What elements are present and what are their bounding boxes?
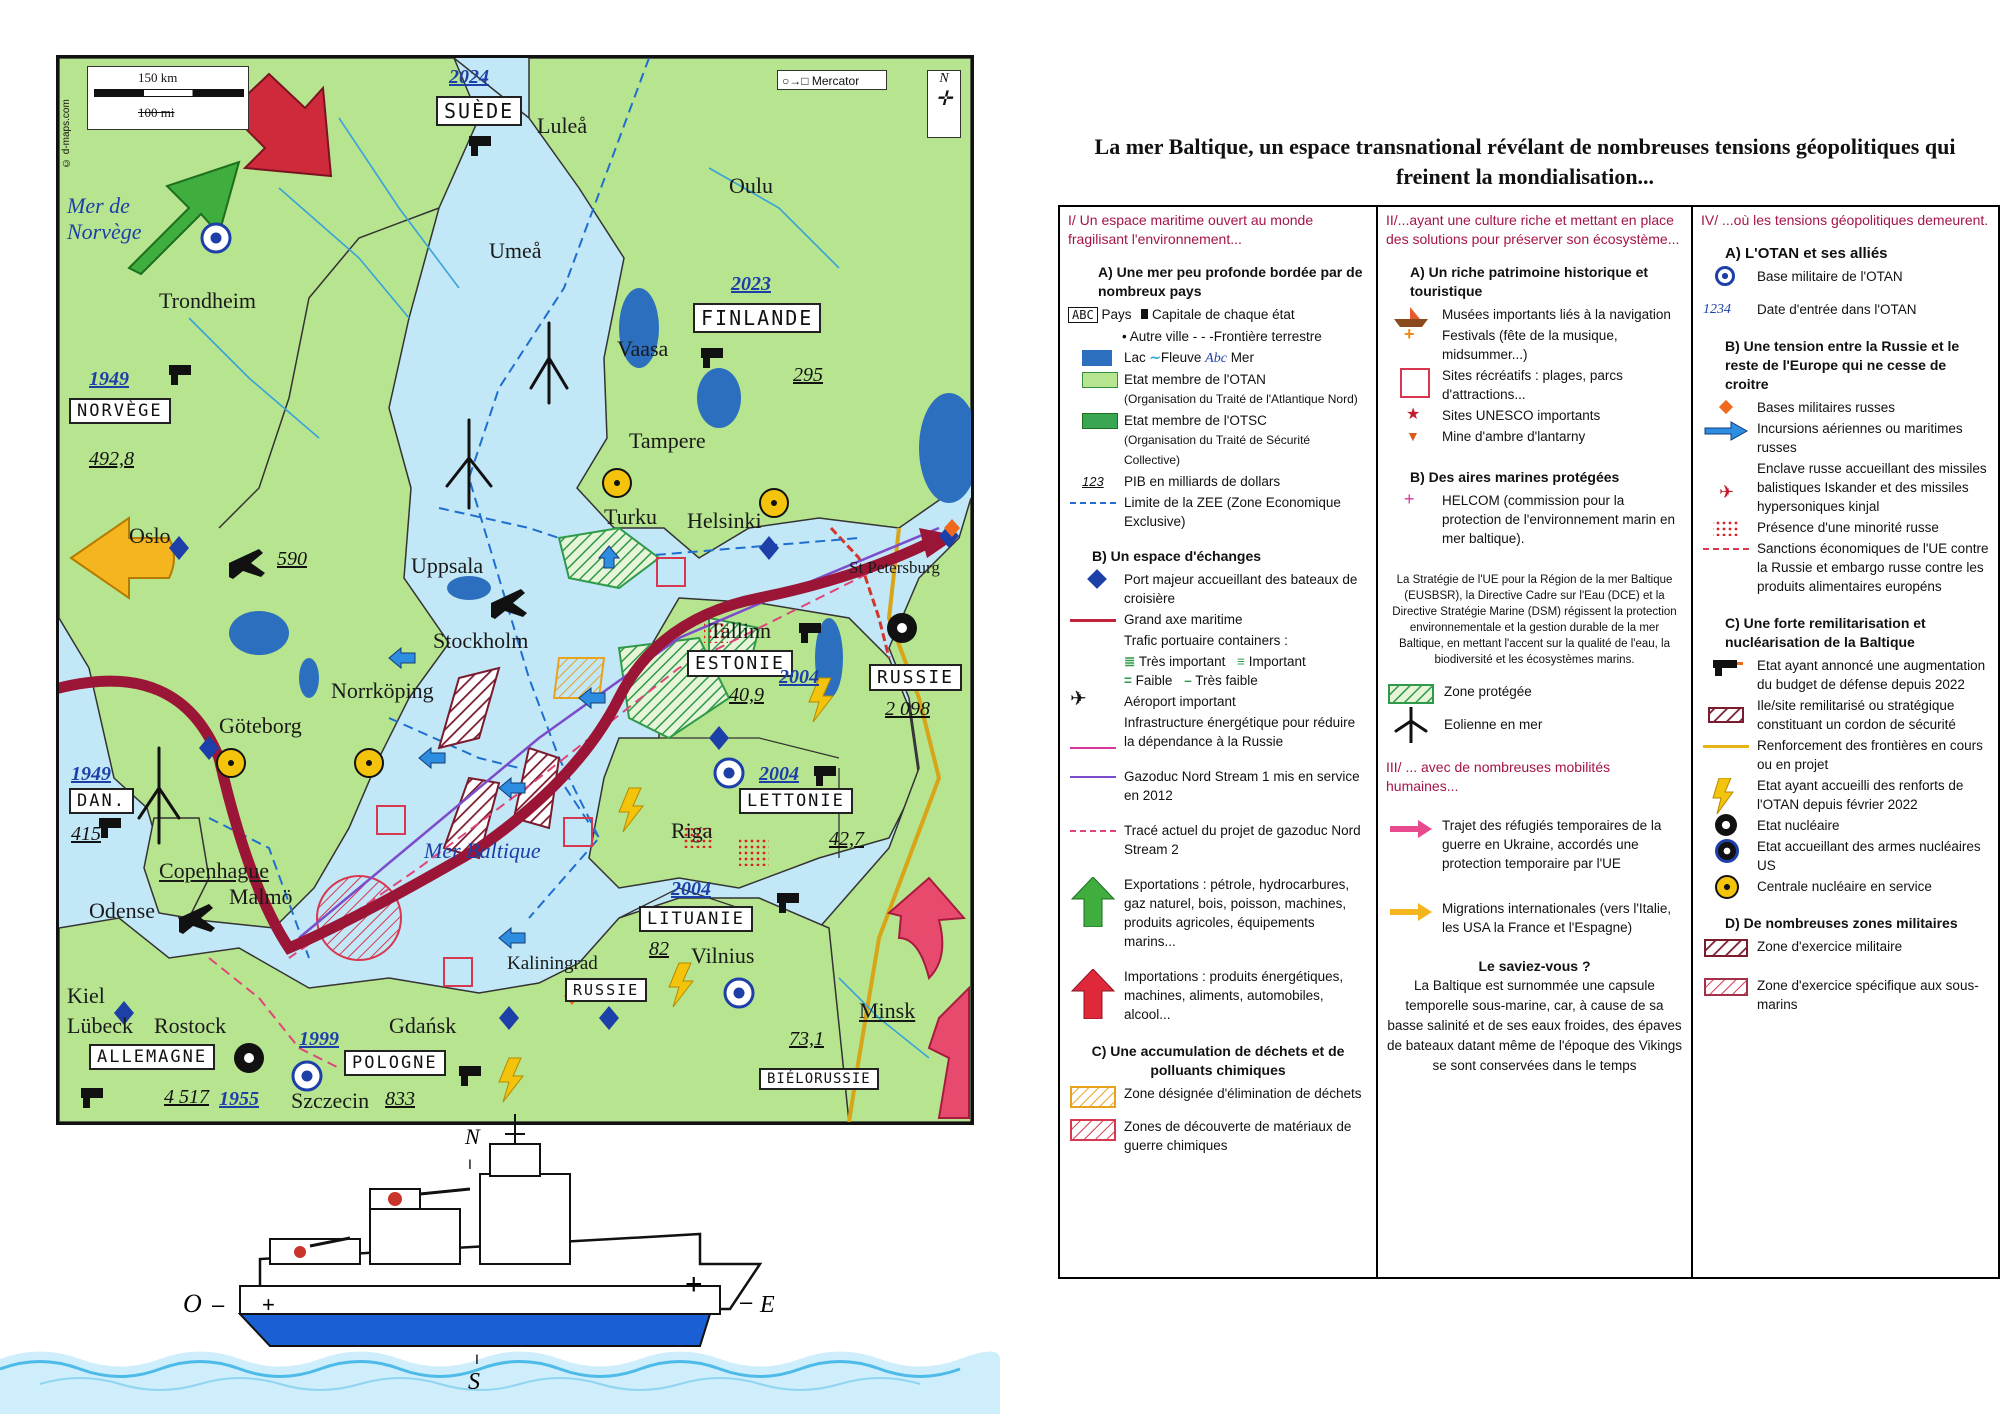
fact-text: La Baltique est surnommée une capsule temporelle sous-marine, car, à cause de sa basse salinité et de ses eaux froides, des épaves de bateaux datant même de l'époque des Vikings se sont conservées dans le temps	[1386, 978, 1683, 1073]
country-russie: RUSSIE	[869, 664, 962, 691]
legend-col-3: IV/ ...où les tensions géopolitiques demeurent. A) L'OTAN et ses alliés Base militaire de l'OTAN 1234 Date d'entrée dans l'OTAN B) Une tension entre la Russie et le reste de l'Europe qui ne cesse de croitre Bases militaires russes Incursions aériennes ou maritimes russes ✈ Enclave russe accueillant des missiles balistiques Iskander et des missiles hypersoniques kinjal Présence d'une minorité russe Sanctions économiques de l'UE contre la Russie et embargo russe contre les produits alimentaires européns C) Une forte remilitarisation et nucléarisation de la Baltique Etat ayant annoncé une augmentation du budget de défense depuis 2022 Ile/site remilitarisé ou stratégique constituant un cordon de sécurité Renforcement des frontières en cours ou en projet Etat ayant accueilli des renforts de l'OTAN depuis février 2022 Etat nucléaire Etat accueillant des armes nucléaires US Centrale nucléaire en service D) De nombreuses zones militaires Zone d'exercice militaire Zone d'exercice spécifique aux sous-marins	[1701, 212, 1989, 1012]
legend-refugies: Trajet des réfugiés temporaires de la guerre en Ukraine, accordés une protection temporaire par l'UE	[1386, 816, 1683, 873]
country-dan: DAN.	[69, 788, 134, 814]
country-norvege: NORVÈGE	[69, 398, 171, 424]
city-copenhague: Copenhague	[159, 858, 269, 883]
legend-sousmarins: Zone d'exercice spécifique aux sous-marins	[1701, 976, 1990, 1014]
gdp-dan: 415	[71, 823, 101, 845]
gdp-russie: 2 098	[885, 698, 930, 720]
legend-zone-protegee: Zone protégée	[1386, 682, 1683, 701]
year-lettonie: 2004	[759, 763, 799, 785]
city-turku: Turku	[604, 504, 657, 529]
legend-armes-us: Etat accueillant des armes nucléaires US	[1701, 837, 1990, 875]
legend-export: Exportations : pétrole, hydrocarbures, gaz naturel, bois, poisson, machines, produits agricoles, équipements marins...	[1068, 875, 1368, 951]
gdp-lettonie: 42,7	[829, 828, 864, 850]
legend-musees: Musées importants liés à la navigation	[1386, 305, 1683, 324]
page-title: La mer Baltique, un espace transnational révélant de nombreuses tensions géopolitiques qui freinent la mondialisation...	[1094, 134, 1956, 189]
legend-zee: Limite de la ZEE (Zone Economique Exclusive)	[1068, 493, 1368, 531]
legend-minorite: Présence d'une minorité russe	[1701, 518, 1990, 537]
legend-ville: • Autre ville - - -Frontière terrestre	[1122, 329, 1322, 344]
legend-ambre: ▼ Mine d'ambre d'lantarny	[1406, 428, 1586, 444]
city-vilnius: Vilnius	[691, 943, 755, 968]
legend-exercice: Zone d'exercice militaire	[1701, 937, 1990, 956]
svg-text:I: I	[468, 1156, 472, 1172]
legend-date-otan: 1234 Date d'entrée dans l'OTAN	[1703, 302, 1917, 317]
country-lettonie: LETTONIE	[739, 788, 853, 814]
legend-eolienne: Eolienne en mer	[1386, 715, 1683, 734]
legend-heading-4: IV/ ...où les tensions géopolitiques demeurent.	[1701, 212, 1989, 228]
legend-port: Port majeur accueillant des bateaux de croisière	[1068, 570, 1368, 608]
legend-enclave: ✈ Enclave russe accueillant des missiles balistiques Iskander et des missiles hypersoniques kinjal	[1719, 461, 1987, 514]
legend-unesco: ★ Sites UNESCO importants	[1406, 406, 1601, 423]
legend-migrations: Migrations internationales (vers l'Italie, les USA la France et l'Espagne)	[1386, 899, 1683, 937]
legend-eaux: Lac ∼Fleuve Abc Mer	[1068, 348, 1368, 368]
year-estonie: 2004	[779, 666, 819, 688]
gdp-pologne: 833	[385, 1088, 415, 1110]
country-russie-kaliningrad: RUSSIE	[565, 978, 647, 1002]
country-pologne: POLOGNE	[344, 1050, 446, 1076]
city-uppsala: Uppsala	[411, 553, 484, 578]
gdp-norvege: 492,8	[89, 448, 134, 470]
gdp-allemagne: 4 517	[164, 1086, 209, 1108]
legend-festivals: + Festivals (fête de la musique, midsummer...)	[1404, 324, 1618, 362]
year-allemagne: 1955	[219, 1088, 259, 1110]
scale-bar	[87, 66, 249, 130]
city-lulea: Luleå	[537, 113, 588, 138]
legend	[1058, 205, 2000, 1279]
legend-ns1: Gazoduc Nord Stream 1 mis en service en 2012	[1068, 767, 1368, 805]
legend-base-otan: Base militaire de l'OTAN	[1701, 267, 1990, 286]
country-estonie: ESTONIE	[687, 650, 793, 677]
city-oulu: Oulu	[729, 173, 773, 198]
country-suede: SUÈDE	[436, 96, 522, 126]
city-helsinki: Helsinki	[687, 508, 762, 533]
city-tampere: Tampere	[629, 428, 706, 453]
city-rostock: Rostock	[154, 1013, 227, 1038]
fact-title: Le saviez-vous ?	[1478, 958, 1591, 974]
ship-n: N	[465, 1124, 480, 1149]
scale-km: 150 km	[138, 70, 178, 85]
legend-bases-russes: Bases militaires russes	[1701, 398, 1990, 417]
legend-pays: ABC Pays Capitale de chaque état	[1068, 305, 1368, 325]
city-lubeck: Lübeck	[67, 1013, 133, 1038]
city-oslo: Oslo	[129, 523, 171, 548]
country-bielorussie: BIÉLORUSSIE	[759, 1068, 879, 1090]
gdp-finlande: 295	[793, 364, 823, 386]
legend-sanctions: Sanctions économiques de l'UE contre la Russie et embargo russe contre les produits alimentaires européns	[1701, 539, 1990, 596]
year-suede: 2024	[449, 66, 489, 88]
country-lituanie: LITUANIE	[639, 906, 753, 932]
legend-budget: Etat ayant annoncé une augmentation du budget de défense depuis 2022	[1701, 656, 1990, 694]
svg-text:+: +	[685, 1268, 703, 1301]
sea-norvege: Mer de Norvège	[67, 193, 142, 244]
gdp-estonie: 40,9	[729, 684, 764, 706]
north-arrow: N ✛	[927, 70, 961, 138]
svg-text:+: +	[262, 1292, 275, 1317]
year-pologne: 1999	[299, 1028, 339, 1050]
city-szczecin: Szczecin	[291, 1088, 370, 1113]
lake-vattern	[299, 658, 319, 698]
legend-centrale: Centrale nucléaire en service	[1701, 877, 1990, 896]
city-malmo: Malmö	[229, 884, 293, 909]
city-stockholm: Stockholm	[433, 628, 529, 653]
legend-pib: 123 PIB en milliards de dollars	[1082, 474, 1281, 489]
legend-incursions: Incursions aériennes ou maritimes russes	[1701, 419, 1990, 457]
legend-helcom: + HELCOM (commission pour la protection de l'environnement marin en mer baltique).	[1404, 489, 1675, 546]
ship-o: O	[183, 1289, 202, 1318]
legend-col-2: II/...ayant une culture riche et mettant en place des solutions pour préserver son écosystème... A) Un riche patrimoine historique et touristique Musées importants liés à la navigation + Festivals (fête de la musique, midsummer...) Sites récréatifs : plages, parcs d'attractions... ★ Sites UNESCO importants ▼ Mine d'ambre d'lantarny B) Des aires marines protégées + HELCOM (commission pour la protection de l'environnement marin en mer baltique). La Stratégie de l'UE pour la Région de la mer Baltique (EUSBSR), la Directive Cadre sur l'Eau (DCE) et la Directive Stratégie Marine (DSM) régissent la protection environnementale et la gestion durable de la mer Baltique, en mettant l'accent sur la qualité de l'eau, la biodiversité et les écosystèmes marins. Zone protégée Eolienne en mer III/ ... avec de nombreuses mobilités humaines... Trajet des réfugiés temporaires de la guerre en Ukraine, accordés une protection temporaire par l'UE Migrations internationales (vers l'Italie, les USA la France et l'Espagne) Le saviez-vous ? La Baltique est surnommée une capsule temporelle sous-marine, car, à cause de sa basse salinité et de ses eaux froides, des épaves de bateaux datant même de l'époque des Vikings se sont conservées dans le temps	[1378, 207, 1691, 1277]
city-goteborg: Göteborg	[219, 713, 302, 738]
legend-col-1: I/ Un espace maritime ouvert au monde fragilisant l'environnement... A) Une mer peu profonde bordée par de nombreux pays ABC Pays Capitale de chaque état • Autre ville - - -Frontière terrestre Lac ∼Fleuve Abc Mer Etat membre de l'OTAN (Organisation du Traité de l'Atlantique Nord) Etat membre de l'OTSC (Organisation du Traité de Sécurité Collective) 123 PIB en milliards de dollars Limite de la ZEE (Zone Economique Exclusive) B) Un espace d'échanges Port majeur accueillant des bateaux de croisière Grand axe maritime Trafic portuaire containers : ≣ Très important ≡ Important = Faible – Très faible ✈ Aéroport important Infrastructure énergétique pour réduire la dépendance à la Russie Gazoduc Nord Stream 1 mis en service en 2012 Tracé actuel du projet de gazoduc Nord Stream 2 Exportations : pétrole, hydrocarbures, gaz naturel, bois, poisson, machines, produits agricoles, équipements marins... Importations : produits énergétiques, machines, aliments, automobiles, alcool... C) Une accumulation de déchets et de polluants chimiques Zone désignée d'élimination de déchets Zones de découverte de matériaux de guerre chimiques	[1060, 207, 1376, 1277]
city-odense: Odense	[89, 898, 155, 923]
city-trondheim: Trondheim	[159, 288, 256, 313]
gdp-suede: 590	[277, 548, 307, 570]
city-minsk: Minsk	[859, 998, 916, 1023]
scale-mi: 100 mi	[138, 105, 175, 120]
legend-import: Importations : produits énergétiques, machines, aliments, automobiles, alcool...	[1068, 967, 1368, 1024]
ship-e: E	[760, 1292, 775, 1318]
city-vaasa: Vaasa	[617, 336, 669, 361]
year-lituanie: 2004	[671, 878, 711, 900]
projection-label: ○→□ Mercator	[777, 70, 887, 90]
legend-ile: Ile/site remilitarisé ou stratégique constituant un cordon de sécurité	[1701, 696, 1990, 734]
legend-aeroport: ✈ Aéroport important	[1070, 688, 1236, 710]
legend-otan: Etat membre de l'OTAN (Organisation du Traité de l'Atlantique Nord)	[1068, 370, 1368, 409]
legend-heading-1: I/ Un espace maritime ouvert au monde fragilisant l'environnement...	[1068, 212, 1314, 247]
svg-text:–: –	[740, 1289, 753, 1314]
legend-trafic-levels: ≣ Très important ≡ Important = Faible – Très faible	[1124, 654, 1306, 688]
ship-s: S	[468, 1369, 480, 1395]
legend-otsc: Etat membre de l'OTSC (Organisation du Traité de Sécurité Collective)	[1068, 411, 1368, 470]
year-finlande: 2023	[731, 273, 771, 295]
legend-heading-3: III/ ... avec de nombreuses mobilités humaines...	[1386, 759, 1611, 794]
baltic-map	[56, 55, 974, 1125]
legend-axe: Grand axe maritime	[1068, 610, 1368, 629]
lake-vanern	[229, 611, 289, 655]
legend-trafic: Trafic portuaire containers :	[1124, 633, 1288, 648]
legend-eu-strategy: La Stratégie de l'UE pour la Région de la mer Baltique (EUSBSR), la Directive Cadre sur l'Eau (DCE) et la Directive Stratégie Marine (DSM) régissent la protection environnementale et la gestion durable de la mer Baltique, en mettant l'accent sur la qualité de l'eau, la biodiversité et les écosystèmes marins.	[1392, 574, 1677, 666]
country-allemagne: ALLEMAGNE	[89, 1044, 215, 1070]
legend-sites: Sites récréatifs : plages, parcs d'attractions...	[1386, 366, 1683, 404]
city-kiel: Kiel	[67, 983, 105, 1008]
svg-text:–: –	[212, 1292, 225, 1317]
legend-elim: Zone désignée d'élimination de déchets	[1068, 1084, 1368, 1103]
legend-infra: Infrastructure énergétique pour réduire la dépendance à la Russie	[1068, 713, 1368, 751]
year-norvege: 1949	[89, 368, 129, 390]
city-norrkoping: Norrköping	[331, 678, 434, 703]
gdp-lituanie: 82	[649, 938, 669, 960]
gdp-bielorussie: 73,1	[789, 1028, 824, 1050]
sea-baltique: Mer Baltique	[424, 838, 541, 863]
legend-frontieres: Renforcement des frontières en cours ou en projet	[1701, 736, 1990, 774]
source-credit: © d-maps.com	[61, 99, 72, 168]
country-finlande: FINLANDE	[693, 303, 821, 333]
city-umea: Umeå	[489, 238, 542, 263]
year-dan: 1949	[71, 763, 111, 785]
city-tallinn: Tallinn	[709, 618, 772, 643]
legend-renforts: Etat ayant accueilli des renforts de l'OTAN depuis février 2022	[1701, 776, 1990, 814]
legend-etat-nucleaire: Etat nucléaire	[1701, 816, 1990, 835]
city-st-petersburg: St Petersburg	[849, 558, 940, 577]
city-kaliningrad: Kaliningrad	[507, 953, 598, 974]
legend-heading-2: II/...ayant une culture riche et mettant en place des solutions pour préserver son écosystème...	[1386, 212, 1680, 247]
legend-ns2: Tracé actuel du projet de gazoduc Nord Stream 2	[1068, 821, 1368, 859]
city-gdansk: Gdańsk	[389, 1013, 457, 1038]
legend-chim: Zones de découverte de matériaux de guerre chimiques	[1068, 1117, 1368, 1155]
svg-text:I: I	[475, 1351, 479, 1367]
ship-compass-drawing	[0, 1114, 1000, 1414]
city-riga: Riga	[671, 818, 713, 843]
